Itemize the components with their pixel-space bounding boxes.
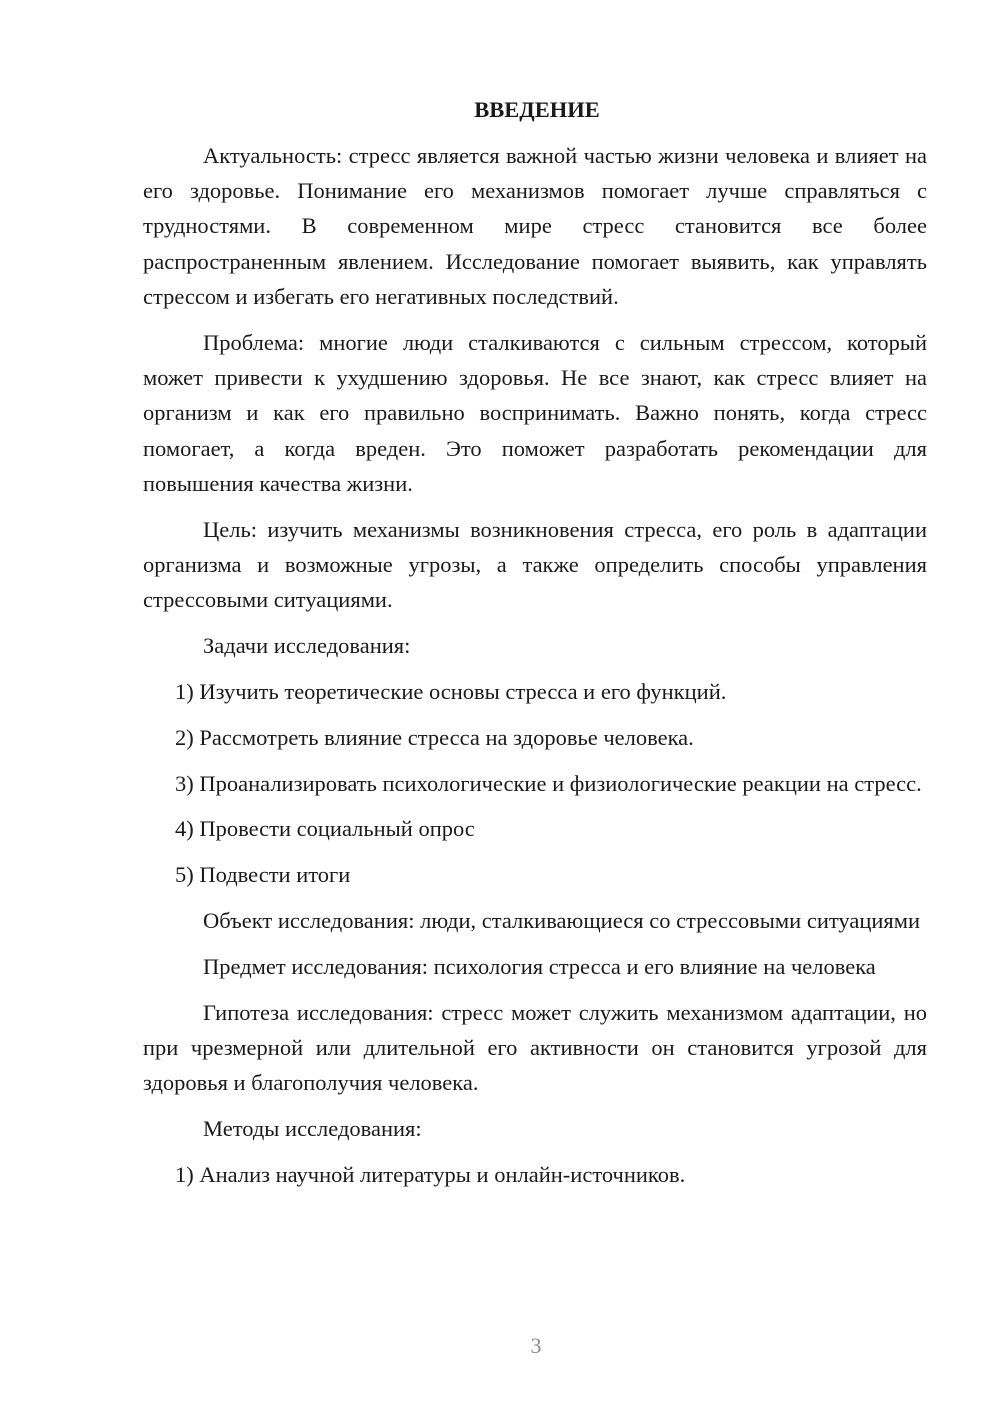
- task-item: 4) Провести социальный опрос: [175, 816, 475, 842]
- object-paragraph: Объект исследования: люди, сталкивающиеся со стрессовыми ситуациями: [203, 907, 921, 933]
- task-item: 5) Подвести итоги: [175, 862, 351, 888]
- task-item: 1) Изучить теоретические основы стресса и его функций.: [175, 678, 727, 704]
- goal-paragraph: Цель: изучить механизмы возникновения стресса, его роль в адаптации организма и возможные угрозы, а также определить способы управления стрессовыми ситуациями.: [143, 516, 927, 613]
- method-item: 1) Анализ научной литературы и онлайн-источников.: [175, 1161, 686, 1187]
- problem-paragraph: Проблема: многие люди сталкиваются с сильным стрессом, который может привести к ухудшению здоровья. Не все знают, как стресс влияет на организм и как его правильно воспринимать. Важно понять, когда стресс помогает, а когда вреден. Это поможет разработать рекомендации для повышения качества жизни.: [143, 329, 927, 496]
- tasks-heading: Задачи исследования:: [203, 633, 411, 659]
- hypothesis-paragraph: Гипотеза исследования: стресс может служить механизмом адаптации, но при чрезмерной или длительной его активности он становится угрозой для здоровья и благополучия человека.: [143, 999, 927, 1096]
- relevance-paragraph: Актуальность: стресс является важной частью жизни человека и влияет на его здоровье. Понимание его механизмов помогает лучше справляться с трудностями. В современном мире стресс становится все более распространенным явлением. Исследование помогает выявить, как управлять стрессом и избегать его негативных последствий.: [143, 142, 927, 309]
- subject-paragraph: Предмет исследования: психология стресса и его влияние на человека: [203, 953, 876, 979]
- section-heading: ВВЕДЕНИЕ: [474, 97, 600, 122]
- task-item: 2) Рассмотреть влияние стресса на здоровье человека.: [175, 724, 694, 750]
- task-item: 3) Проанализировать психологические и физиологические реакции на стресс.: [175, 770, 922, 796]
- page-number: 3: [530, 1333, 542, 1358]
- page-content: [143, 92, 927, 1192]
- methods-heading: Методы исследования:: [203, 1115, 422, 1141]
